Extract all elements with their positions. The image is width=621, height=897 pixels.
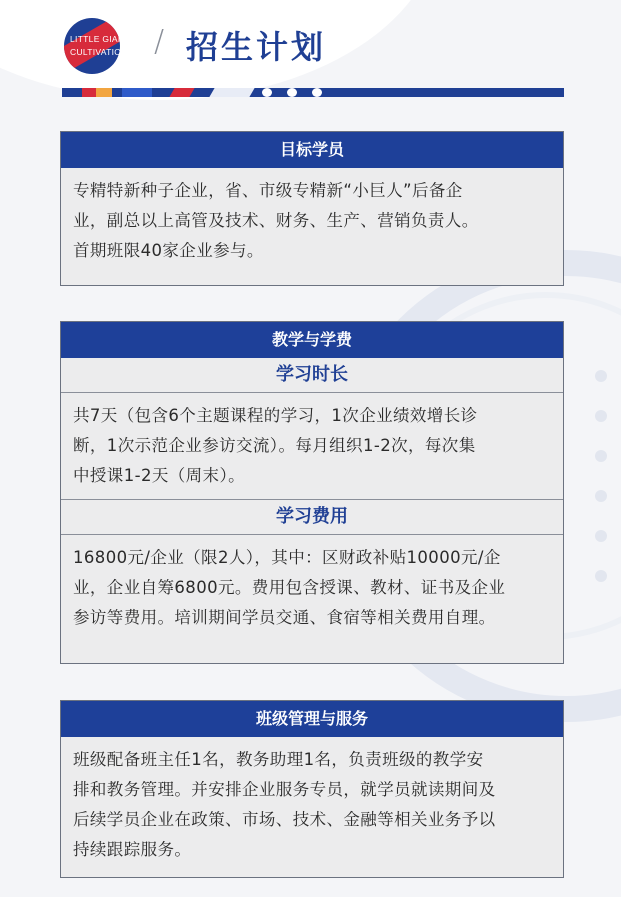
body-line: 专精特新种子企业，省、市级专精新“小巨人”后备企 [73,181,463,200]
body-line: 排和教务管理。并安排企业服务专员，就学员就读期间及 [73,780,496,799]
section-title: 目标学员 [61,132,563,168]
body-line: 中授课1-2天（周末）。 [73,466,245,485]
subsection-title-fees: 学习费用 [61,499,563,535]
title-divider: / [154,24,165,59]
body-line: 参访等费用。培训期间学员交通、食宿等相关费用自理。 [73,608,496,627]
section-body [61,737,563,873]
body-line: 首期班限40家企业参与。 [73,241,264,260]
section-class-management [60,700,564,878]
body-line: 断，1次示范企业参访交流）。每月组织1-2次，每次集 [73,436,476,455]
background-dots [595,370,611,610]
section-title: 教学与学费 [61,322,563,358]
body-line: 16800元/企业（限2人），其中：区财政补贴10000元/企 [73,548,501,567]
body-line: 业，副总以上高管及技术、财务、生产、营销负责人。 [73,211,479,230]
section-target-students [60,131,564,286]
logo-text-line1: LITTLE GIANT [70,34,130,44]
subsection-body-fees [61,535,563,641]
subsection-title-duration: 学习时长 [61,358,563,393]
section-body [61,168,563,274]
section-title: 班级管理与服务 [61,701,563,737]
decorative-stripe [62,88,564,97]
body-line: 业，企业自筹6800元。费用包含授课、教材、证书及企业 [73,578,506,597]
logo-text-line2: CULTIVATION [70,47,128,57]
body-line: 后续学员企业在政策、市场、技术、金融等相关业务予以 [73,810,496,829]
page-title: 招生计划 [186,28,327,66]
body-line: 持续跟踪服务。 [73,840,192,859]
logo [64,18,120,74]
body-line: 共7天（包含6个主题课程的学习，1次企业绩效增长诊 [73,406,478,425]
body-line: 班级配备班主任1名，教务助理1名，负责班级的教学安 [73,750,484,769]
subsection-body-duration [61,393,563,499]
section-teaching-fees [60,321,564,664]
header [64,18,564,78]
